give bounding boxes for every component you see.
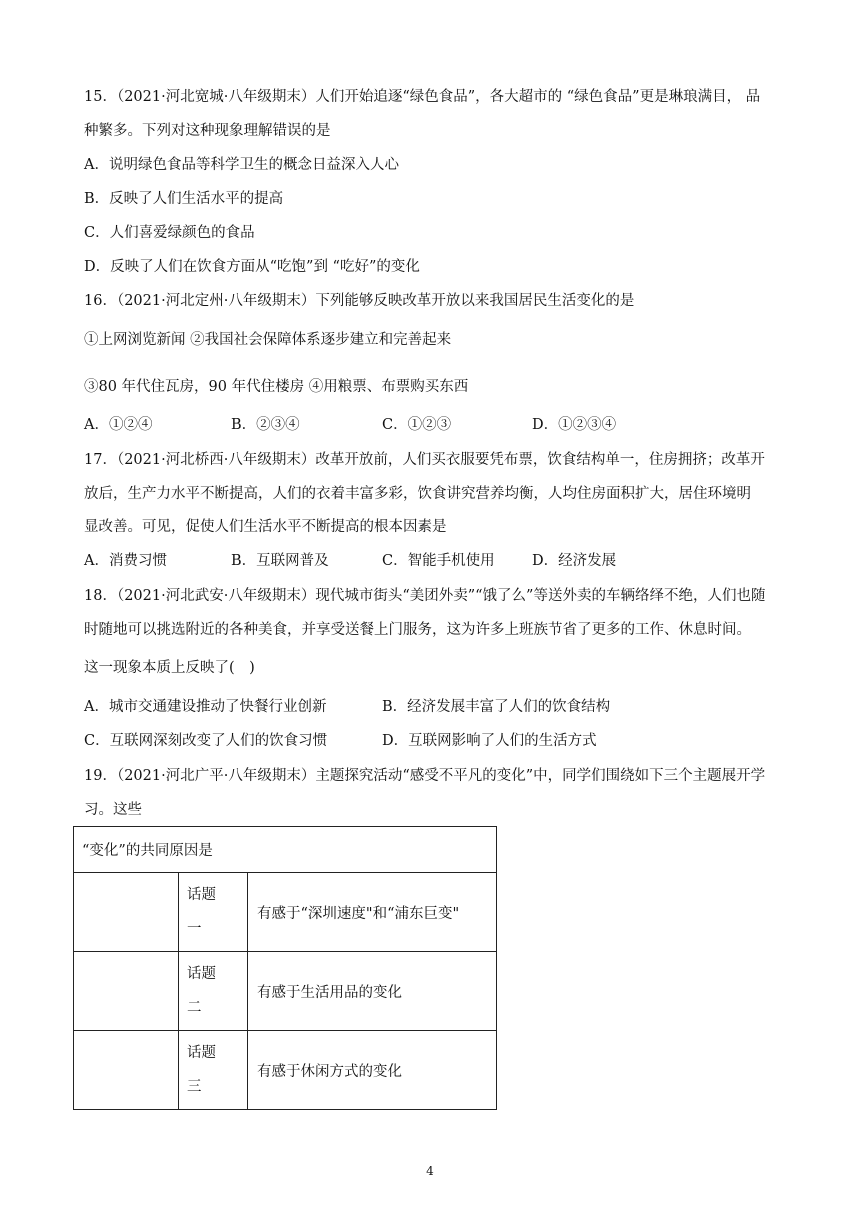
- q16-option-b: B．②③④: [231, 417, 300, 433]
- q18-stem-line-3: 这一现象本质上反映了( ): [84, 660, 255, 676]
- q15-stem-line-2: 种繁多。下列对这种现象理解错误的是: [84, 123, 331, 139]
- q17-option-b: B．互联网普及: [231, 553, 329, 569]
- table-row: [74, 873, 497, 952]
- q19-stem-line-2: 习。这些: [84, 802, 142, 818]
- table-row: [74, 952, 497, 1031]
- q17-stem-line-2: 放后，生产力水平不断提高，人们的衣着丰富多彩，饮食讲究营养均衡，人均住房面积扩大，居住环境明: [84, 486, 751, 502]
- q15-option-b: B．反映了人们生活水平的提高: [84, 191, 284, 207]
- q15-option-a: A．说明绿色食品等科学卫生的概念日益深入人心: [84, 157, 399, 173]
- page-number: 4: [426, 1164, 434, 1178]
- q15-stem-line-1: 15．（2021·河北宽城·八年级期末）人们开始追逐“绿色食品”，各大超市的 “绿色食品”更是琳琅满目， 品: [84, 89, 761, 105]
- q18-option-b: B．经济发展丰富了人们的饮食结构: [382, 699, 611, 715]
- q17-option-a: A．消费习惯: [84, 553, 167, 569]
- q16-stem: 16．（2021·河北定州·八年级期末）下列能够反映改革开放以来我国居民生活变化的是: [84, 293, 635, 309]
- topic-label: 话题: [187, 1045, 216, 1061]
- table-cell-content: 有感于“深圳速度"和“浦东巨变": [248, 873, 497, 952]
- q17-option-d: D．经济发展: [532, 553, 617, 569]
- q18-option-a: A．城市交通建设推动了快餐行业创新: [84, 699, 327, 715]
- q16-items-line-2: ③80 年代住瓦房，90 年代住楼房 ④用粮票、布票购买东西: [84, 379, 469, 395]
- q19-stem-line-1: 19．（2021·河北广平·八年级期末）主题探究活动“感受不平凡的变化”中，同学们围绕如下三个主题展开学: [84, 768, 766, 784]
- q17-option-c: C．智能手机使用: [382, 553, 495, 569]
- topic-number: 二: [187, 1000, 202, 1016]
- table-cell-empty: [74, 1031, 179, 1110]
- table-row: [74, 1031, 497, 1110]
- topic-number: 三: [187, 1079, 202, 1095]
- q16-option-a: A．①②④: [84, 417, 153, 433]
- topic-number: 一: [187, 921, 202, 937]
- topic-label: 话题: [187, 887, 216, 903]
- table-cell-topic: [179, 952, 248, 1031]
- q18-stem-line-1: 18．（2021·河北武安·八年级期末）现代城市街头“美团外卖”“饿了么”等送外卖的车辆络绎不绝，人们也随: [84, 588, 766, 604]
- q17-stem-line-1: 17．（2021·河北桥西·八年级期末）改革开放前，人们买衣服要凭布票，饮食结构单一，住房拥挤；改革开: [84, 452, 765, 468]
- q16-items-line-1: ①上网浏览新闻 ②我国社会保障体系逐步建立和完善起来: [84, 332, 452, 348]
- table-cell-topic: [179, 873, 248, 952]
- table-cell-content: 有感于休闲方式的变化: [248, 1031, 497, 1110]
- table-cell-empty: [74, 873, 179, 952]
- table-cell-content: 有感于生活用品的变化: [248, 952, 497, 1031]
- q19-table-header: “变化”的共同原因是: [74, 827, 497, 873]
- table-cell-empty: [74, 952, 179, 1031]
- q15-option-d: D．反映了人们在饮食方面从“吃饱”到 “吃好”的变化: [84, 259, 420, 275]
- q16-option-d: D．①②③④: [532, 417, 617, 433]
- topic-label: 话题: [187, 966, 216, 982]
- q18-option-d: D．互联网影响了人们的生活方式: [382, 733, 597, 749]
- q18-option-c: C．互联网深刻改变了人们的饮食习惯: [84, 733, 328, 749]
- q19-topic-table: [73, 826, 497, 1110]
- q17-stem-line-3: 显改善。可见，促使人们生活水平不断提高的根本因素是: [84, 519, 447, 535]
- q16-option-c: C．①②③: [382, 417, 452, 433]
- q15-option-c: C．人们喜爱绿颜色的食品: [84, 225, 255, 241]
- q18-stem-line-2: 时随地可以挑选附近的各种美食，并享受送餐上门服务，这为许多上班族节省了更多的工作、休息时间。: [84, 622, 751, 638]
- table-cell-topic: [179, 1031, 248, 1110]
